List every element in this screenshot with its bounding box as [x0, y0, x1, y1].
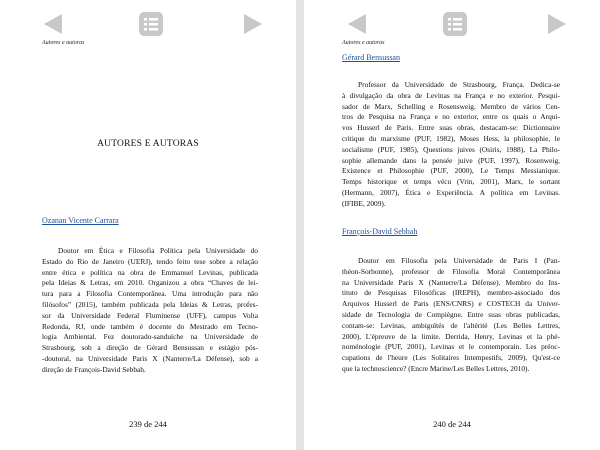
bio-line: sidade de Tecnologia de Compiègne. Entre suas obras publicadas, [342, 309, 560, 319]
bio-line: tura para a Filosofia Contemporânea. Uma introdução para não [42, 289, 258, 299]
bio-line: Doutor em Filosofia pela Universidade de Paris I (Pan- [358, 256, 560, 265]
bio-line: 2000), L'épreuve de la limite. Derrida, Henry, Levinas et la phé- [342, 331, 560, 341]
bio-line: na Universidade Paris X (Nanterre/La Défense). Membro do Ins- [342, 277, 560, 287]
bio-line: Existence et Philosophie (PUF, 2000), Le Temps Messianique. [342, 166, 560, 176]
bio-line: Estado do Rio de Janeiro (UERJ), tendo feito tese sobre a relação [42, 256, 258, 266]
bio-line: sophie allemande dans la pensée juive (PUF, 1997), Rosenweig, [342, 155, 560, 165]
grid-menu-icon[interactable] [440, 9, 470, 39]
left-page [0, 0, 296, 450]
grid-menu-icon[interactable] [136, 9, 166, 39]
arrow-left-icon[interactable] [344, 9, 374, 39]
bio-line: contam-se: Levinas, ambiguïtés de l'altérité (Les Belles Lettres, [342, 320, 560, 330]
page-number: 240 de 244 [433, 419, 471, 429]
bio-line: Professor da Universidade de Strasbourg, França. Dedica-se [358, 80, 560, 89]
bio-line: Redonda, RJ, onde também é docente do Mestrado em Tecno- [42, 321, 258, 331]
bio-line: critique du marxisme (PUF, 1982), Moses Hess, la philosophie, le [342, 133, 560, 143]
bio-line: vos Husserl de Paris. Entre suas obras, destacam-se: Dictionnaire [342, 123, 560, 133]
bio-line: entre ética e política na obra de Emmanuel Levinas, publicada [42, 267, 258, 277]
bio-line: -doutoral, na Universidade Paris X (Nanterre/La Défense), sob a [42, 353, 258, 363]
page-gutter [296, 0, 304, 450]
bio-line: direção de François-David Sebbah. [42, 364, 146, 374]
bio-line: sor da Universidade Federal Fluminense (UFF), campus Volta [42, 310, 258, 320]
bio-line: noménologie (PUF, 2001), Levinas et le contemporain. Les préoc- [342, 342, 560, 352]
page-title: AUTORES E AUTORAS [97, 139, 199, 149]
arrow-right-icon[interactable] [236, 9, 266, 39]
bio-line: (IFIBE, 2009). [342, 198, 386, 208]
bio-carrara [42, 246, 258, 376]
arrow-right-icon[interactable] [540, 9, 570, 39]
arrow-left-icon[interactable] [40, 9, 70, 39]
bio-line: cupations de l'heure (Les Solitaires Intempestifs, 2009), Qu'est-ce [342, 353, 560, 363]
running-head: Autores e autoras [342, 40, 385, 46]
left-nav-bar [0, 9, 296, 39]
right-nav-bar [304, 9, 600, 39]
bio-line: tros de Pesquisa na França e no exterior, entre os quais o Arqui- [342, 112, 560, 122]
bio-line: logia Ambiental. Fez doutorado-sanduíche na Universidade de [42, 332, 258, 342]
bio-line: sador de Marx, Schelling e Rosensweig. Membro de vários Cen- [342, 101, 560, 111]
bio-line: Temps historique et temps vécu (Vrin, 2001), Marx, le sortant [342, 177, 560, 187]
bio-line: Arquivos Husserl de Paris (ENS/CNRS) e COSTECH da Univer- [342, 299, 560, 309]
page-number: 239 de 244 [129, 419, 167, 429]
bio-line: pela Ideias & Letras, em 2010. Organizou a obra “Chaves de lei- [42, 278, 258, 288]
running-head: Autores e autoras [42, 40, 85, 46]
bio-line: socialisme (PUF, 1985), Questions juives (Osiris, 1988), La Philo- [342, 144, 560, 154]
author-link-bensussan[interactable]: Gérard Bensussan [342, 53, 400, 62]
author-link-sebbah[interactable]: François-David Sebbah [342, 227, 418, 236]
bio-sebbah [342, 256, 560, 375]
right-page [304, 0, 600, 450]
author-link-carrara[interactable]: Ozanan Vicente Carrara [42, 216, 119, 225]
bio-line: filósofos” (2015), também publicada pela Ideias & Letras, profes- [42, 299, 258, 309]
bio-line: Doutor em Ética e Filosofia Política pela Universidade do [58, 246, 258, 255]
bio-line: tituto de Pesquisas Filosóficas (IREPH), membro-associado dos [342, 288, 560, 298]
bio-line: Strasbourg, sob a direção de Gérard Bensussan e estágio pós- [42, 343, 258, 353]
bio-line: (Hermann, 2007), Ética e Experiência. A política em Levinas. [342, 187, 560, 197]
bio-bensussan [342, 80, 560, 210]
bio-line: théon-Sorbonne), professor de Filosofia Moral Contemporânea [342, 266, 560, 276]
bio-line: que la technoscience? (Encre Marine/Les Belles Lettres, 2010). [342, 363, 530, 373]
bio-line: à divulgação da obra de Levinas na França e no exterior. Pesqui- [342, 90, 560, 100]
